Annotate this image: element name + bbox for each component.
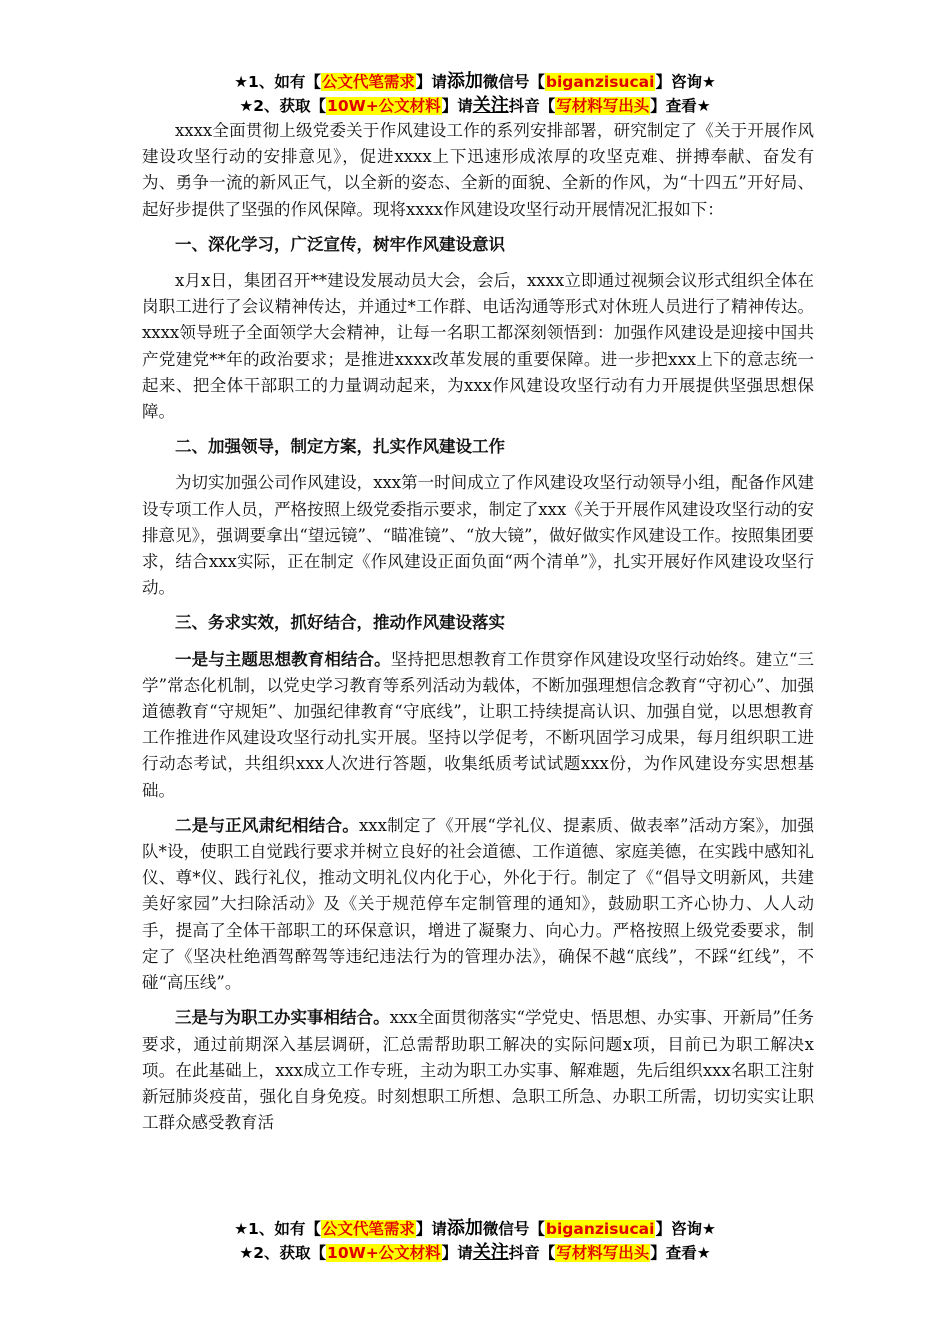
promo-text: 抖音【 xyxy=(508,1244,556,1262)
promo-text: ★2、获取【 xyxy=(239,1244,327,1262)
promo-text: 抖音【 xyxy=(508,97,556,115)
promo-text: ★1、如有【 xyxy=(234,1220,321,1238)
section-heading-1: 一、深化学习，广泛宣传，树牢作风建设意识 xyxy=(175,234,505,254)
promo-text: 】请 xyxy=(415,73,447,91)
section-1-paragraph: x月x日，集团召开**建设发展动员大会，会后，xxxx立即通过视频会议形式组织全体在岗职工进行了会议精神传达，并通过*工作群、电话沟通等形式对休班人员进行了精神传达。xxxx领导班子全面领学大会精神，让每一名职工都深刻领悟到：加强作风建设是迎接中国共产党建党**年的政治要求；是推进xxxx改革发展的重要保障。进一步把xxx上下的意志统一起来、把全体干部职工的力量调动起来，为xxx作风建设攻坚行动有力开展提供坚强思想保障。 xyxy=(142,271,814,422)
promo-text: 微信号【 xyxy=(482,73,545,91)
item-3-lead: 三是与为职工办实事相结合。 xyxy=(175,1008,390,1028)
promo-highlight: 10W+公文材料 xyxy=(327,1244,441,1262)
promo-footer xyxy=(0,1217,950,1265)
item-3-text: xxx全面贯彻落实“学党史、悟思想、办实事、开新局”任务要求，通过前期深入基层调研，汇总需帮助职工解决的实际问题x项，目前已为职工解决x项。在此基础上，xxx成立工作专班，主动为职工办实事、解难题，先后组织xxx名职工注射新冠肺炎疫苗，强化自身免疫。时刻想职工所想、急职工所急、办职工所需，切切实实让职工群众感受教育活 xyxy=(142,1008,814,1133)
promo-text: 】查看★ xyxy=(650,97,711,115)
promo-wechat-id: biganzisucai xyxy=(545,1220,655,1238)
promo-text: 】请 xyxy=(415,1220,447,1238)
item-1-lead: 一是与主题思想教育相结合。 xyxy=(175,649,391,669)
promo-text: 】查看★ xyxy=(650,1244,711,1262)
section-3-item-1 xyxy=(142,647,814,804)
promo-line-2 xyxy=(0,94,950,118)
promo-emphasis: 关注 xyxy=(472,1242,509,1263)
promo-text: 微信号【 xyxy=(482,1220,545,1238)
promo-douyin-id: 写材料写出头 xyxy=(556,97,650,115)
promo-header xyxy=(0,70,950,118)
document-body xyxy=(142,118,814,1145)
section-2-paragraph: 为切实加强公司作风建设，xxx第一时间成立了作风建设攻坚行动领导小组，配备作风建设专项工作人员，严格按照上级党委指示要求，制定了xxx《关于开展作风建设攻坚行动的安排意见》，强调要拿出“望远镜”、“瞄准镜”、“放大镜”，做好做实作风建设工作。按照集团要求，结合xxx实际，正在制定《作风建设正面负面“两个清单”》，扎实开展好作风建设攻坚行动。 xyxy=(142,473,814,598)
promo-text: 】请 xyxy=(441,1244,473,1262)
promo-emphasis: 关注 xyxy=(472,95,509,116)
promo-highlight: 10W+公文材料 xyxy=(327,97,441,115)
section-heading-2: 二、加强领导，制定方案，扎实作风建设工作 xyxy=(175,437,505,457)
item-2-text: xxx制定了《开展“学礼仪、提素质、做表率”活动方案》，加强队*设，使职工自觉践行要求并树立良好的社会道德、工作道德、家庭美德，在实践中感知礼仪、尊*仪、践行礼仪，推动文明礼仪内化于心，外化于行。制定了《“倡导文明新风，共建美好家园”大扫除活动》及《关于规范停车定制管理的通知》，鼓励职工齐心协力、人人动手，提高了全体干部职工的环保意识，增进了凝聚力、向心力。严格按照上级党委要求，制定了《坚决杜绝酒驾醉驾等违纪违法行为的管理办法》，确保不越“底线”，不踩“红线”，不碰“高压线”。 xyxy=(142,815,814,993)
promo-line-1 xyxy=(0,1217,950,1241)
promo-text: ★2、获取【 xyxy=(239,97,327,115)
section-heading-3: 三、务求实效，抓好结合，推动作风建设落实 xyxy=(175,613,505,633)
item-2-lead: 二是与正风肃纪相结合。 xyxy=(175,815,359,835)
promo-emphasis: 添加 xyxy=(446,71,483,92)
promo-text: 】咨询★ xyxy=(655,1220,716,1238)
section-3-item-2 xyxy=(142,813,814,996)
promo-highlight: 公文代笔需求 xyxy=(321,1220,415,1238)
promo-line-2 xyxy=(0,1241,950,1265)
promo-douyin-id: 写材料写出头 xyxy=(556,1244,650,1262)
promo-wechat-id: biganzisucai xyxy=(545,73,655,91)
intro-paragraph: xxxx全面贯彻上级党委关于作风建设工作的系列安排部署，研究制定了《关于开展作风建设攻坚行动的安排意见》，促进xxxx上下迅速形成浓厚的攻坚克难、拼搏奉献、奋发有为、勇争一流的新风正气，以全新的姿态、全新的面貌、全新的作风，为“十四五”开好局、起好步提供了坚强的作风保障。现将xxxx作风建设攻坚行动开展情况汇报如下： xyxy=(142,121,814,219)
section-3-item-3 xyxy=(142,1005,814,1136)
item-1-text: 坚持把思想教育工作贯穿作风建设攻坚行动始终。建立“三学”常态化机制，以党史学习教育等系列活动为载体，不断加强理想信念教育“守初心”、加强道德教育“守规矩”、加强纪律教育“守底线”，让职工持续提高认识、加强自觉，以思想教育工作推进作风建设攻坚行动扎实开展。坚持以学促考，不断巩固学习成果，每月组织职工进行动态考试，共组织xxx人次进行答题，收集纸质考试试题xxx份，为作风建设夯实思想基础。 xyxy=(142,649,814,800)
promo-line-1 xyxy=(0,70,950,94)
promo-highlight: 公文代笔需求 xyxy=(321,73,415,91)
promo-text: ★1、如有【 xyxy=(234,73,321,91)
promo-text: 】请 xyxy=(441,97,473,115)
promo-emphasis: 添加 xyxy=(446,1218,483,1239)
promo-text: 】咨询★ xyxy=(655,73,716,91)
